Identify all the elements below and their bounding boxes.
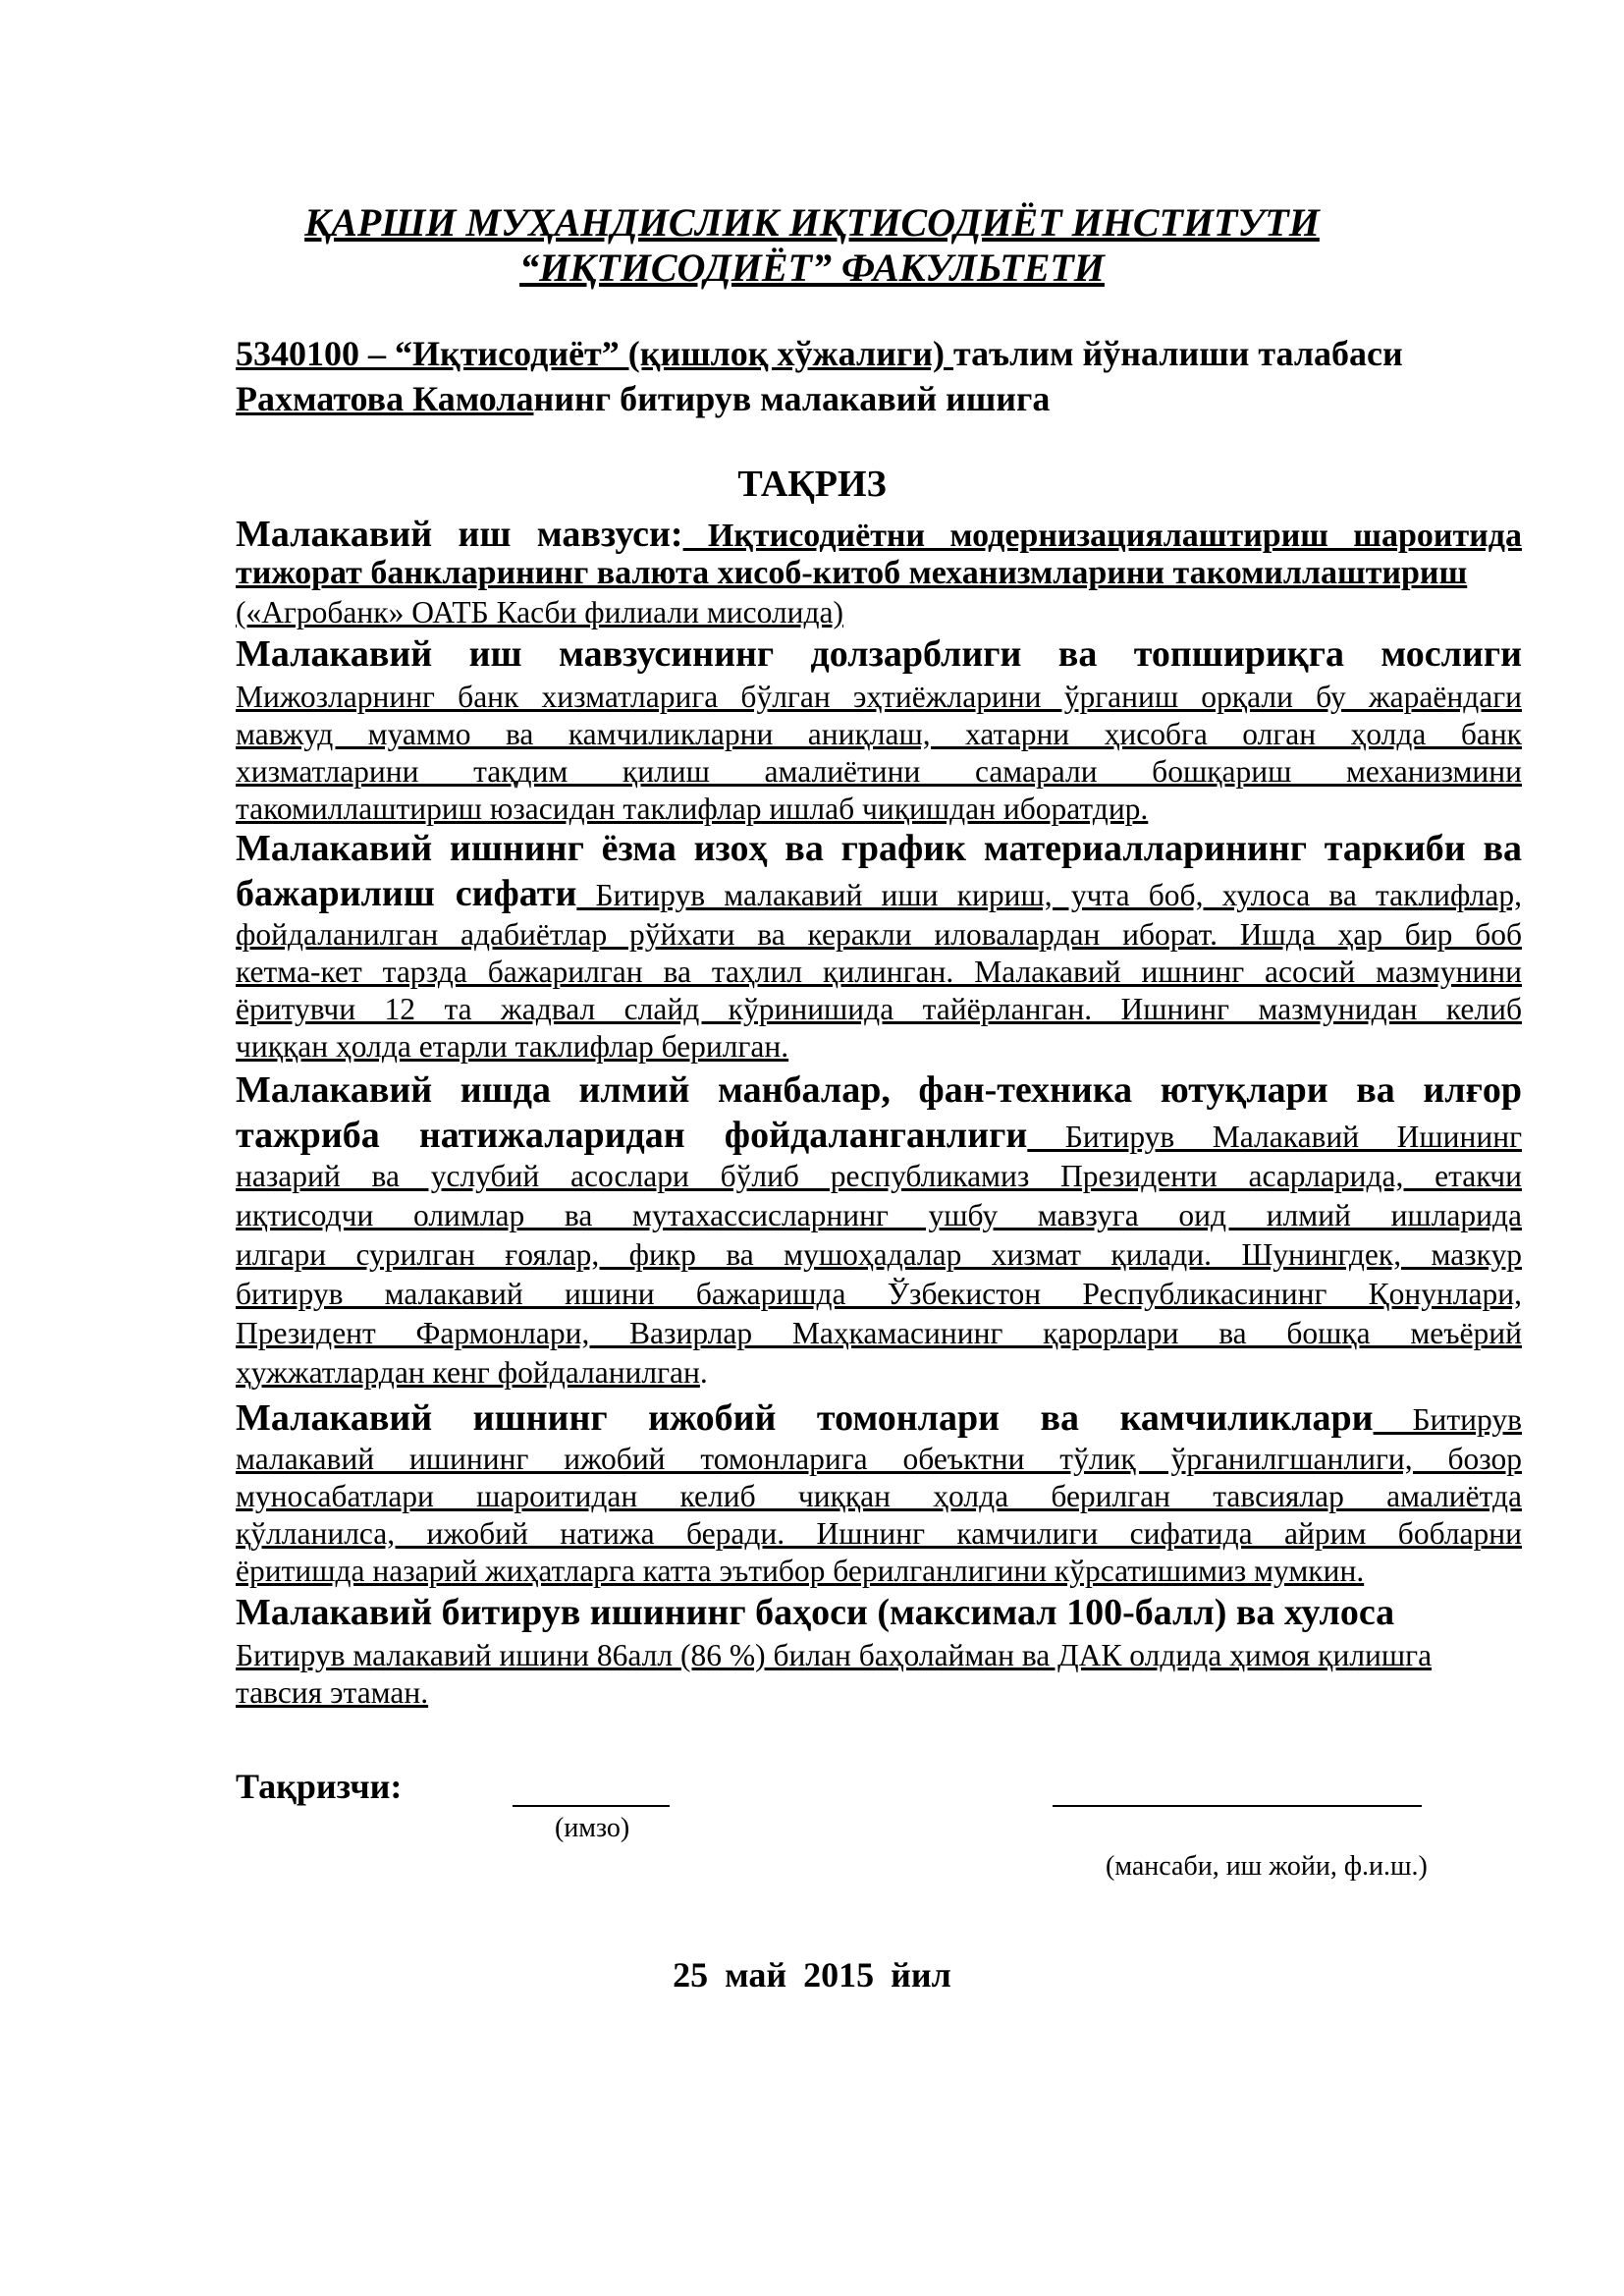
materials-line: фойдаланилган адабиётлар рўйхати ва керакли иловалардан иборат. Ишда ҳар бир боб [236, 917, 1522, 952]
pros-cons-heading: Малакавий ишнинг ижобий томонлари ва камчиликлари [236, 1397, 1374, 1439]
reviewer-label: Тақризчи: [236, 1767, 403, 1806]
student-rest: нинг битирув малакавий ишига [533, 379, 1051, 418]
sources-last-text: ҳужжатлардан кенг фойдаланилган [236, 1355, 700, 1390]
topic-text-2: тижорат банкларининг валюта хисоб-китоб механизмларини такомиллаштириш [236, 555, 1468, 591]
sources-line: назарий ва услубий асослари бўлиб республикамиз Президенти асарларида, етакчи [236, 1159, 1522, 1193]
sources-last-punct: . [699, 1355, 708, 1390]
specialty-code: 5340100 – “Иқтисодиёт” (қишлоқ хўжалиги) [236, 334, 953, 373]
pros-cons-line: ёритишда назарий жиҳатларга катта эътибор берилганлигини кўрсатишимиз мумкин. [236, 1554, 1365, 1588]
grade-line: тавсия этаман. [236, 1675, 429, 1710]
sources-last-line [236, 1351, 1522, 1394]
pros-cons-text-first: Битирув [1373, 1402, 1522, 1437]
sources-line: Президент Фармонлари, Вазирлар Маҳкамасининг қарорлари ва бошқа меъёрий [236, 1316, 1522, 1350]
document-date: 25 май 2015 йил [673, 1955, 951, 1995]
pros-cons-line: малакавий ишининг ижобий томонларига обеъктни тўлиқ ўрганилгшанлиги, бозор [236, 1442, 1522, 1476]
topic-label: Малакавий иш мавзуси: [236, 514, 683, 555]
grade-line: Битирув малакавий ишини 86алл (86 %) билан баҳолайман ва ДАК олдида ҳимоя қилишга [236, 1638, 1433, 1672]
pros-cons-line: муносабатлари шароитидан келиб чиққан ҳолда берилган тавсиялар амалиётда [236, 1479, 1522, 1513]
materials-text-first: Битирув малакавий иши кириш, учта боб, хулоса ва таклифлар, [576, 878, 1522, 912]
materials-line: чиққан ҳолда етарли таклифлар берилган. [236, 1029, 789, 1064]
sources-line: битирув малакавий ишини бажаришда Ўзбекистон Республикасининг Қонунлари, [236, 1277, 1522, 1311]
topic-text-1: Иқтисодиётни модернизациялаштириш шароитида [682, 518, 1522, 554]
topic-text-3: («Агробанк» ОАТБ Касби филиали мисолида) [236, 595, 844, 629]
sources-heading-2: тажриба натижаларидан фойдаланганлиги [236, 1115, 1028, 1156]
grade-heading: Малакавий битирув ишининг баҳоси (максимал 100-балл) ва хулоса [236, 1592, 1395, 1633]
materials-heading-1: Малакавий ишнинг ёзма изоҳ ва график материалларининг таркиби ва [236, 828, 1522, 869]
sources-line: илгари сурилган ғоялар, фикр ва мушоҳадалар хизмат қилади. Шунингдек, мазкур [236, 1237, 1522, 1272]
position-caption: (мансаби, иш жойи, ф.и.ш.) [1106, 1851, 1428, 1882]
position-line [1053, 1805, 1422, 1807]
relevance-heading: Малакавий иш мавзусининг долзарблиги ва топшириқга мослиги [236, 633, 1522, 675]
relevance-line: мавжуд муаммо ва камчиликларни аниқлаш, хатарни ҳисобга олган ҳолда банк [236, 717, 1522, 751]
materials-line: кетма-кет тарзда бажарилган ва таҳлил қилинган. Малакавий ишнинг асосий мазмунини [236, 955, 1522, 989]
sources-heading-1: Малакавий ишда илмий манбалар, фан-техника ютуқлари ва илғор [236, 1069, 1522, 1111]
relevance-line: такомиллаштириш юзасидан таклифлар ишлаб чиқишдан иборатдир. [236, 792, 1149, 826]
student-line-1 [236, 332, 1522, 375]
relevance-line: хизматларини тақдим қилиш амалиётини самарали бошқариш механизмини [236, 754, 1522, 789]
relevance-line: Мижозларнинг банк хизматларига бўлган эҳтиёжларини ўрганиш орқали бу жараёндаги [236, 680, 1522, 714]
materials-heading-2: бажарилиш сифати [236, 873, 577, 914]
pros-cons-line: қўлланилса, ижобий натижа беради. Ишнинг камчилиги сифатида айрим бобларни [236, 1516, 1522, 1551]
student-line-2 [236, 377, 1522, 420]
institute-name: ҚАРШИ МУҲАНДИСЛИК ИҚТИСОДИЁТ ИНСТИТУТИ [304, 200, 1320, 245]
signature-caption: (имзо) [555, 1813, 630, 1843]
specialty-rest: таълим йўналиши талабаси [952, 334, 1403, 373]
faculty-name: “ИҚТИСОДИЁТ” ФАКУЛЬТЕТИ [519, 246, 1105, 290]
sources-line: иқтисодчи олимлар ва мутахассисларнинг ушбу мавзуга оид илмий ишларида [236, 1198, 1522, 1232]
sources-text-first: Битирув Малакавий Ишининг [1027, 1120, 1522, 1154]
student-name: Рахматова Камола [236, 379, 534, 418]
signature-line [513, 1805, 670, 1807]
document-title: ТАҚРИЗ [737, 464, 887, 505]
materials-line: ёритувчи 12 та жадвал слайд кўринишида тайёрланган. Ишнинг мазмунидан келиб [236, 992, 1522, 1026]
